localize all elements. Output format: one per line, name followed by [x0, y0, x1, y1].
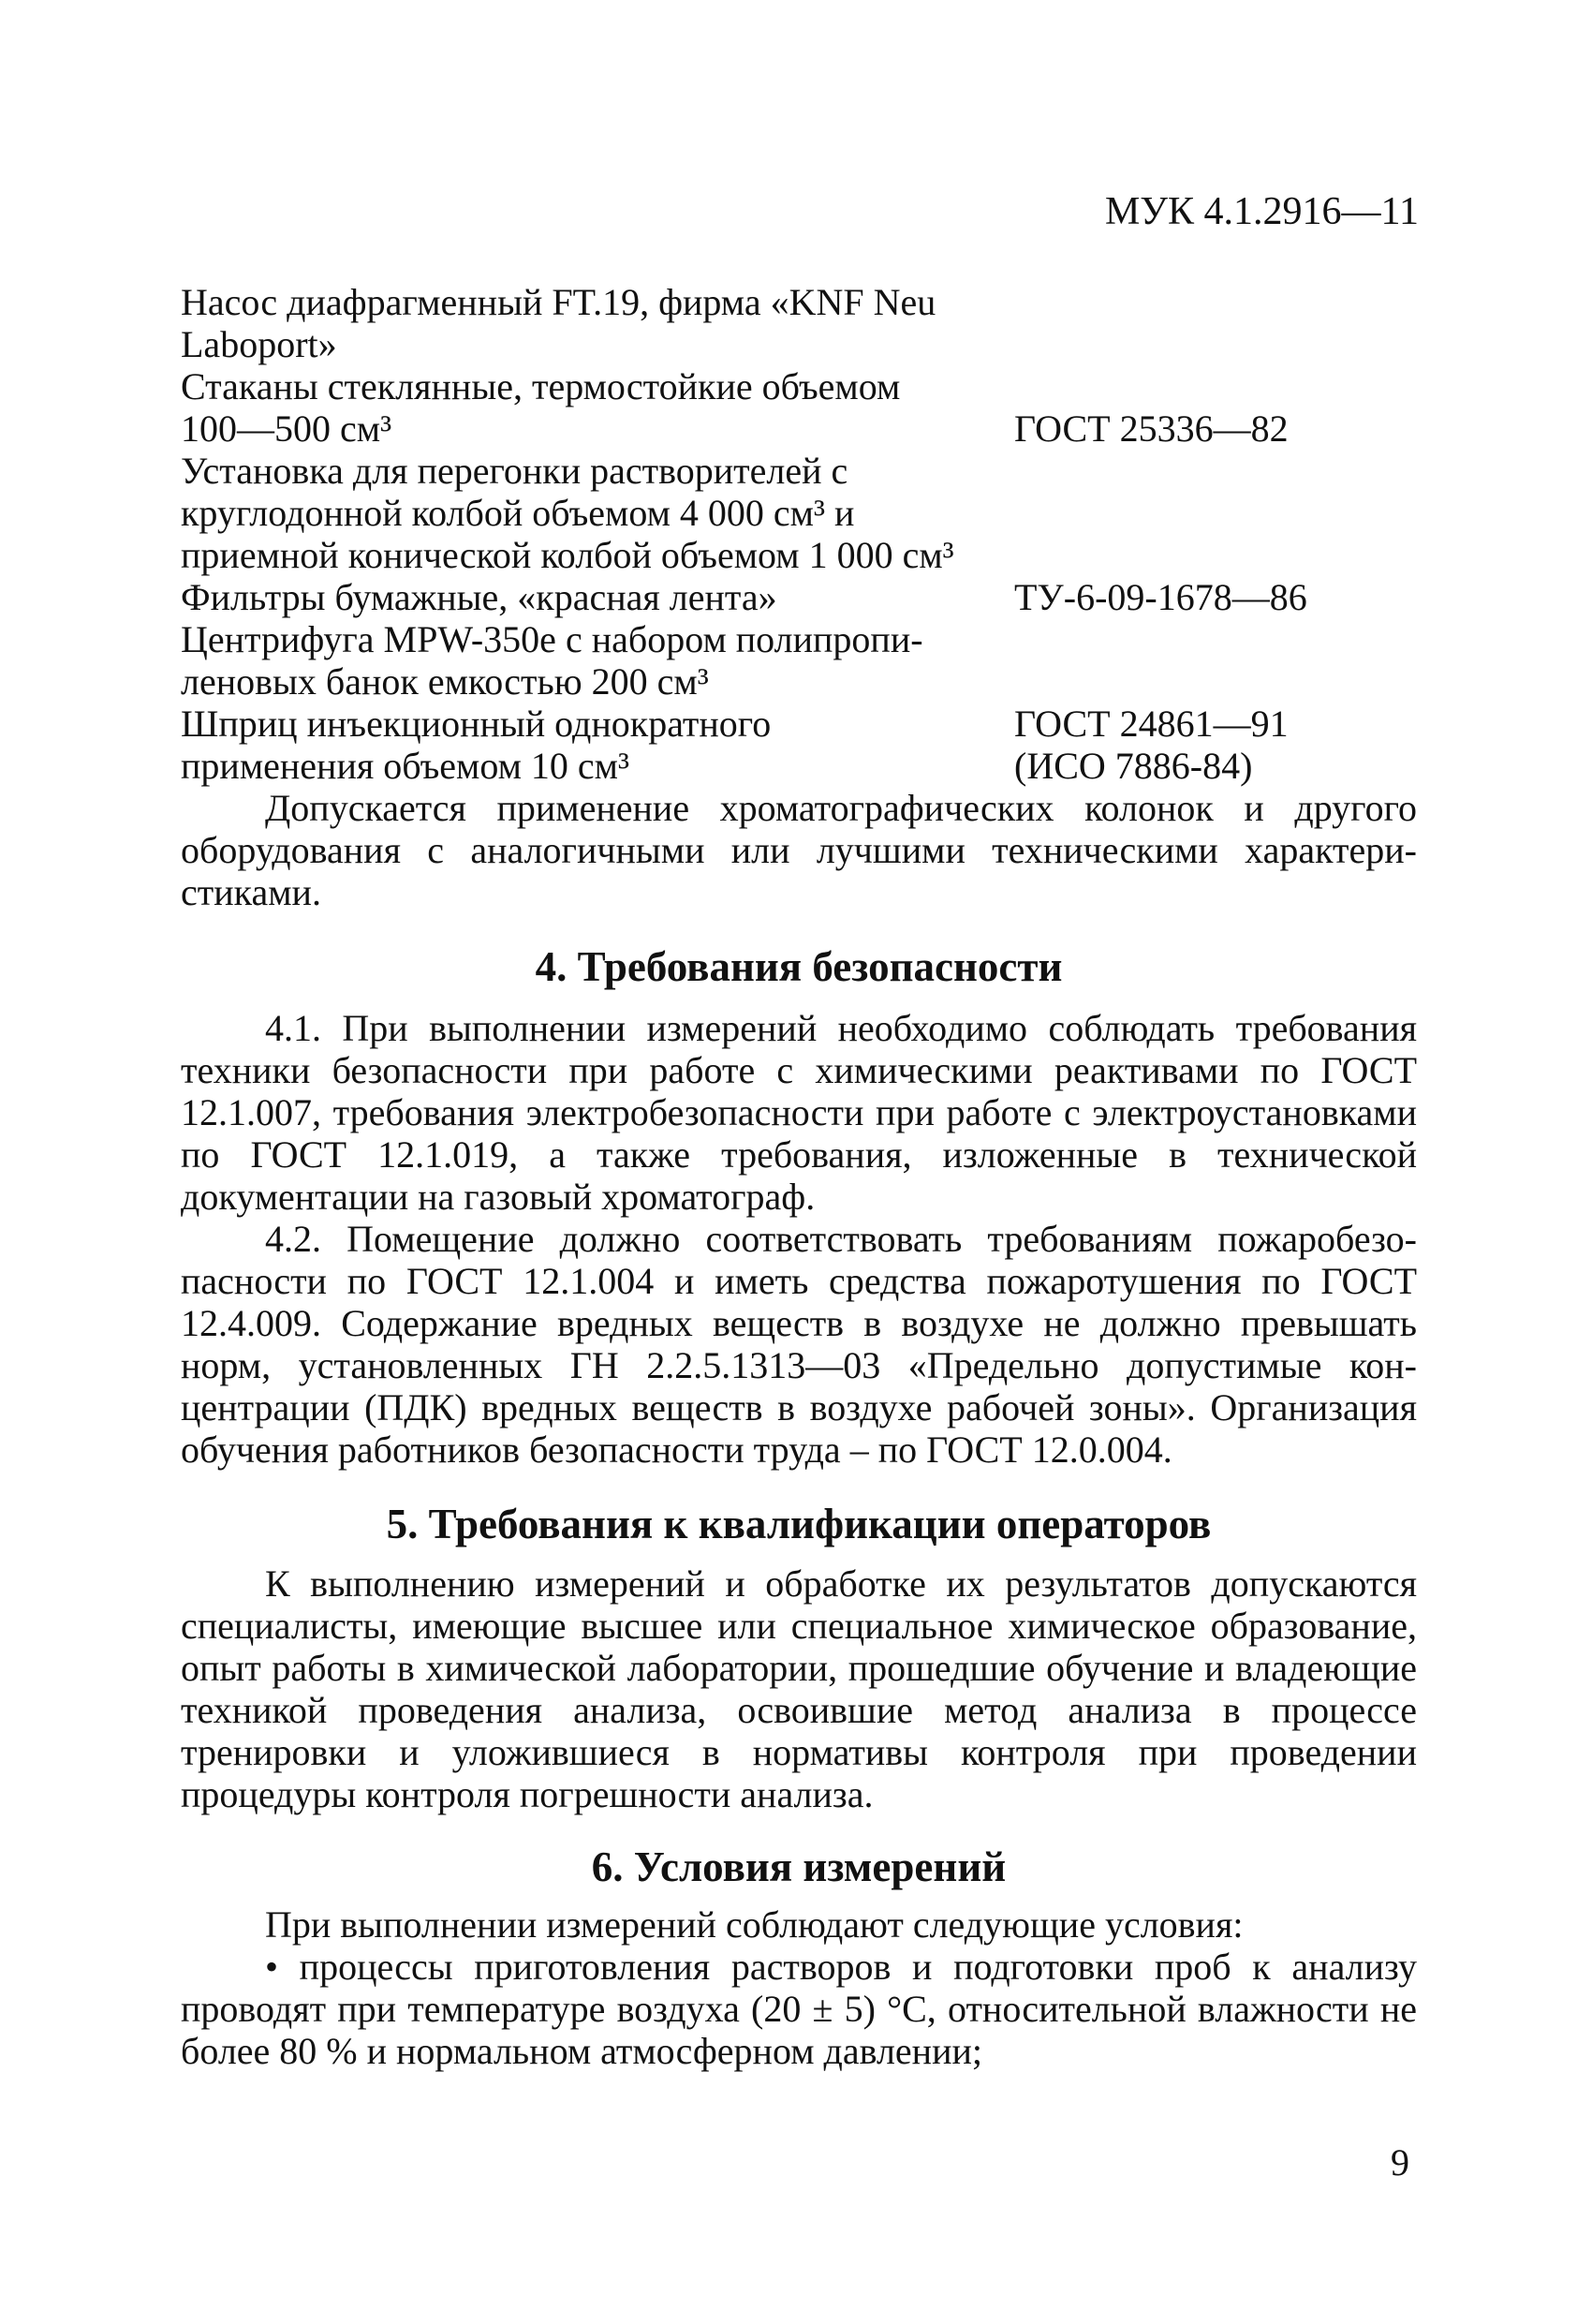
equipment-item	[181, 576, 1417, 618]
section-6-intro: При выполнении измерений соблюдают следующие условия:	[265, 1903, 1244, 1946]
section-5-title: 5. Требования к квалификации операторов	[386, 1501, 1212, 1547]
equipment-item	[181, 703, 1417, 787]
equipment-standard	[1014, 703, 1417, 787]
equipment-item	[181, 365, 1417, 450]
equipment-standard-line: ГОСТ 24861—91	[1014, 703, 1289, 745]
equipment-name-line: применения объемом 10 см³	[181, 745, 629, 787]
equipment-standard-line: ТУ-6-09-1678—86	[1014, 576, 1307, 618]
equipment-name-line: Установка для перегонки растворителей с	[181, 450, 848, 492]
equipment-name-line: Laboport»	[181, 323, 337, 365]
section-4-paragraph-1: 4.1. При выполнении измерений необходимо соблюдать требования техники безопасности при работе с химическими реактивами по ГОСТ 12.1.007, требования электробезопасности при работе с электроустановками по ГОСТ 12.1.019, а также требования, изложенные в технической документации на газовый хроматограф.	[181, 1007, 1417, 1218]
section-6-title: 6. Условия измерений	[591, 1843, 1007, 1890]
page-number: 9	[1391, 2141, 1409, 2183]
equipment-standard-line: (ИСО 7886-84)	[1014, 745, 1253, 787]
equipment-item	[181, 450, 1417, 576]
equipment-name-line: Фильтры бумажные, «красная лента»	[181, 576, 777, 618]
equipment-name-line: Насос диафрагменный FT.19, фирма «KNF Neu	[181, 281, 936, 323]
equipment-name-line: Стаканы стеклянные, термостойкие объемом	[181, 365, 901, 407]
section-4-title: 4. Требования безопасности	[535, 943, 1063, 990]
section-5-paragraph-1: К выполнению измерений и обработке их результатов допускаются специалисты, имеющие высшее или специальное химическое образование, опыт работы в химической лаборатории, прошедшие обучение и владеющие техникой проведения анализа, освоившие метод анализа в процессе тренировки и уложившиеся в нормативы контроля при проведении процедуры контроля погрешности анализа.	[181, 1562, 1417, 1815]
equipment-name	[181, 618, 986, 703]
equipment-name-line: леновых банок емкостью 200 см³	[181, 660, 709, 703]
section-6-bullet-1: • процессы приготовления растворов и подготовки проб к анализу проводят при температуре воздуха (20 ± 5) °С, относительной влажности не более 80 % и нормальном атмосферном давлении;	[181, 1946, 1417, 2072]
equipment-name-line: 100—500 см³	[181, 407, 392, 450]
equipment-standard-line: ГОСТ 25336—82	[1014, 407, 1289, 450]
equipment-name	[181, 450, 986, 576]
equipment-item	[181, 281, 1417, 365]
equipment-note: Допускается применение хроматографических колонок и другого оборудования с аналогичными или лучшими техническими характеристиками.	[181, 787, 1417, 913]
equipment-name	[181, 281, 986, 365]
equipment-list	[181, 281, 1417, 787]
equipment-name	[181, 703, 986, 787]
equipment-item	[181, 618, 1417, 703]
page-content	[181, 281, 1417, 2072]
equipment-name-line: Центрифуга MPW-350e с набором полипропи-	[181, 618, 923, 660]
equipment-name-line: Шприц инъекционный однократного	[181, 703, 772, 745]
equipment-name-line: приемной конической колбой объемом 1 000 см³	[181, 534, 954, 576]
equipment-name	[181, 576, 986, 618]
equipment-standard	[1014, 407, 1417, 450]
document-code-header: МУК 4.1.2916—11	[1104, 190, 1419, 233]
equipment-name-line: круглодонной колбой объемом 4 000 см³ и	[181, 492, 855, 534]
equipment-name	[181, 365, 986, 450]
equipment-standard	[1014, 576, 1417, 618]
section-4-paragraph-2: 4.2. Помещение должно соответствовать требованиям пожаробезопасности по ГОСТ 12.1.004 и иметь средства пожаротушения по ГОСТ 12.4.009. Содержание вредных веществ в воздухе не должно превышать норм, установленных ГН 2.2.5.1313—03 «Предельно допустимые концентрации (ПДК) вредных веществ в воздухе рабочей зоны». Организация обучения работников безопасности труда – по ГОСТ 12.0.004.	[181, 1218, 1417, 1471]
